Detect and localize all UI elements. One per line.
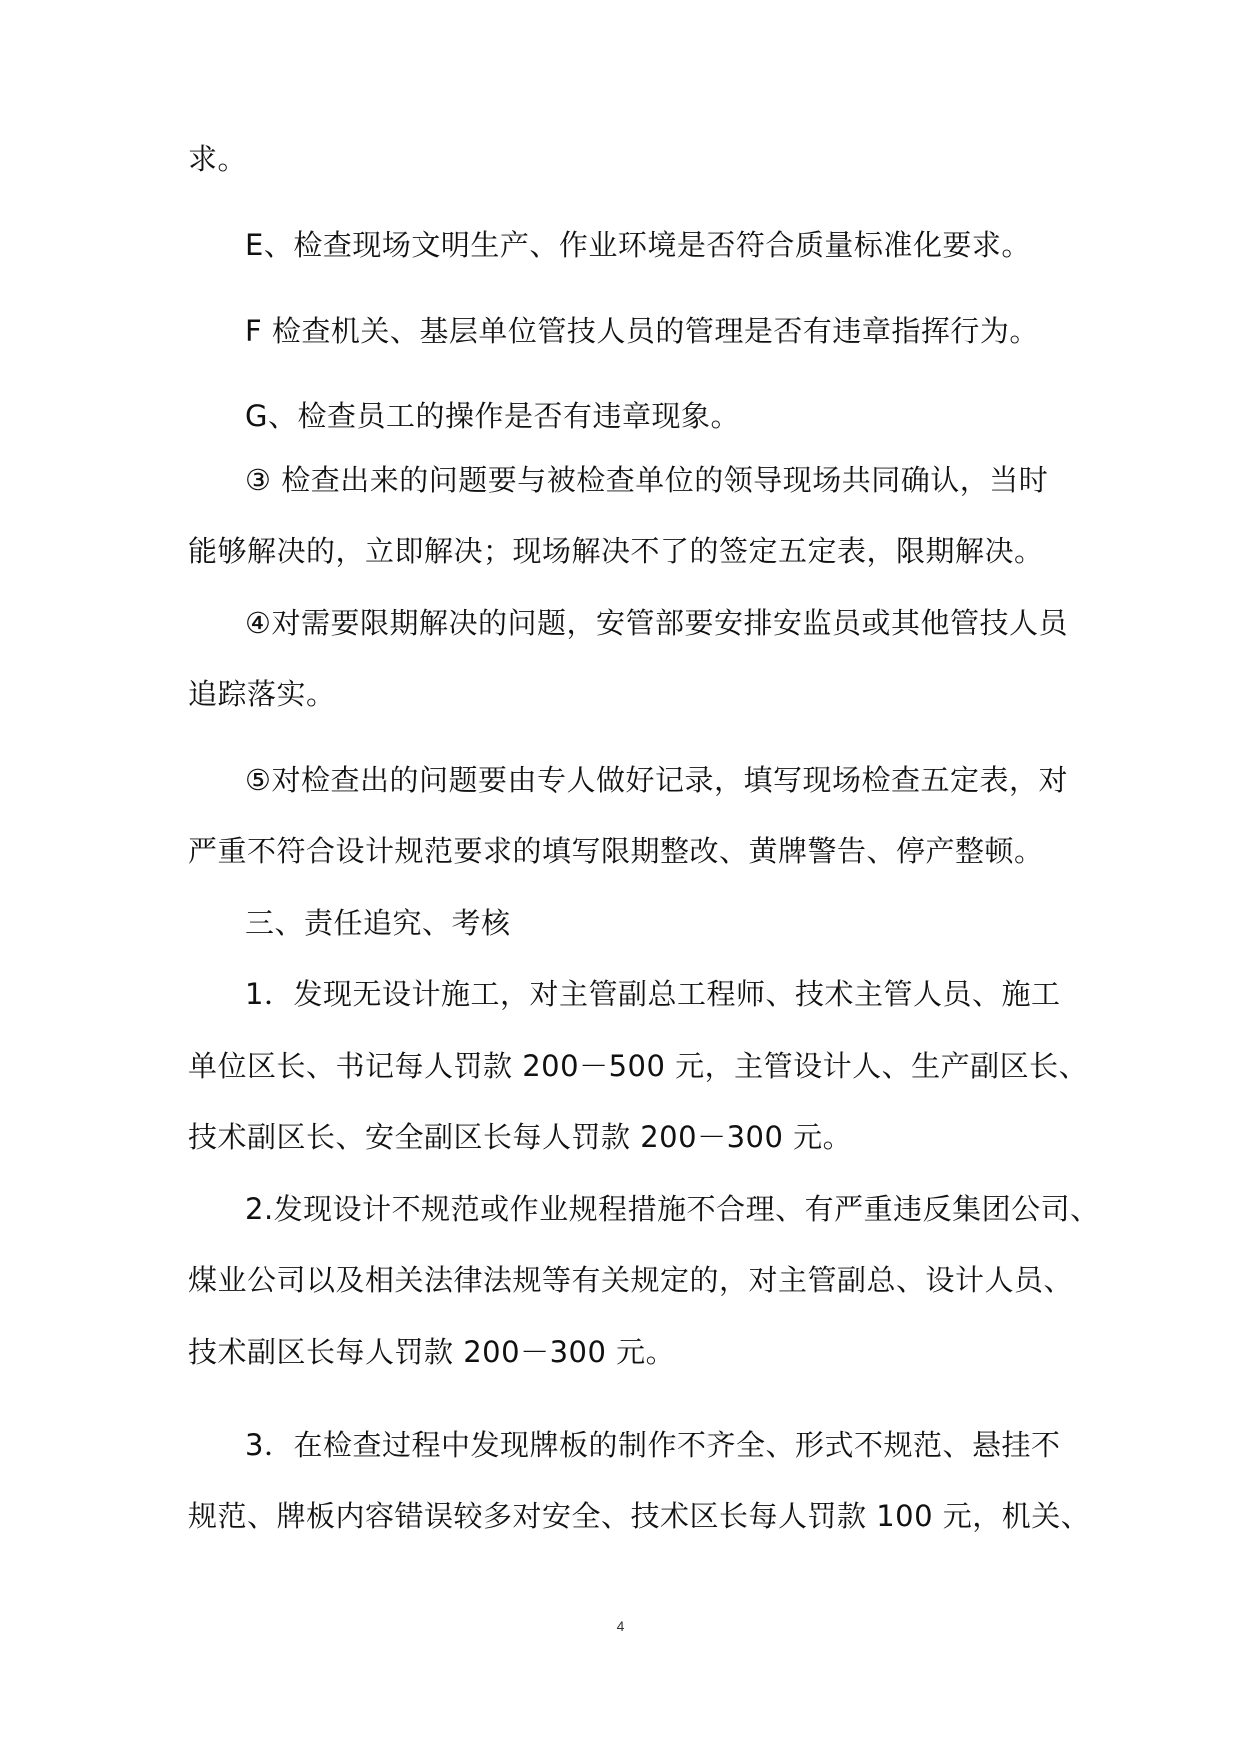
text-line-content: 2.发现设计不规范或作业规程措施不合理、有严重违反集团公司、 xyxy=(245,1192,1100,1226)
text-line-content: 追踪落实。 xyxy=(188,677,336,711)
text-line-content: 1．发现无设计施工，对主管副总工程师、技术主管人员、施工 xyxy=(245,977,1061,1011)
text-line-content: 单位区长、书记每人罚款 200－500 元，主管设计人、生产副区长、 xyxy=(188,1049,1089,1083)
text-line-content: 能够解决的，立即解决；现场解决不了的签定五定表，限期解决。 xyxy=(188,534,1044,568)
text-line-content: G、检查员工的操作是否有违章现象。 xyxy=(245,399,740,433)
text-line-content: 三、责任追究、考核 xyxy=(245,906,511,940)
text-line-content: E、检查现场文明生产、作业环境是否符合质量标准化要求。 xyxy=(245,228,1031,262)
text-line-content: F 检查机关、基层单位管技人员的管理是否有违章指挥行为。 xyxy=(245,314,1039,348)
text-line-content: ③ 检查出来的问题要与被检查单位的领导现场共同确认，当时 xyxy=(245,463,1049,497)
text-line-content: 3．在检查过程中发现牌板的制作不齐全、形式不规范、悬挂不 xyxy=(245,1428,1061,1462)
text-line-content: 求。 xyxy=(188,142,248,176)
text-line-content: ④对需要限期解决的问题，安管部要安排安监员或其他管技人员 xyxy=(245,606,1068,640)
text-line-content: 煤业公司以及相关法律法规等有关规定的，对主管副总、设计人员、 xyxy=(188,1263,1074,1297)
text-line-content: 严重不符合设计规范要求的填写限期整改、黄牌警告、停产整顿。 xyxy=(188,834,1044,868)
text-line-content: 规范、牌板内容错误较多对安全、技术区长每人罚款 100 元，机关、 xyxy=(188,1499,1091,1533)
text-line-content: 技术副区长、安全副区长每人罚款 200－300 元。 xyxy=(188,1120,853,1154)
text-line-content: ⑤对检查出的问题要由专人做好记录，填写现场检查五定表，对 xyxy=(245,763,1068,797)
text-line-content: 技术副区长每人罚款 200－300 元。 xyxy=(188,1335,676,1369)
page-number: 4 xyxy=(616,1618,625,1634)
